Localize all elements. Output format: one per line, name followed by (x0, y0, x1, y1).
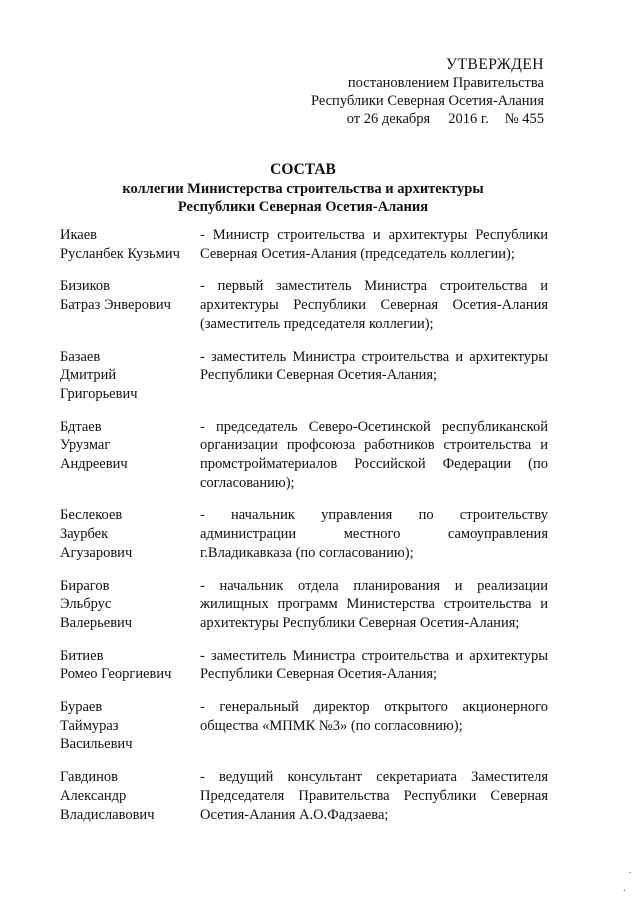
member-role: - заместитель Министра строительства и архитектуры Республики Северная Осетия-Алания; (200, 647, 548, 683)
approval-title: УТВЕРЖДЕН (446, 56, 544, 73)
member-row (60, 506, 548, 562)
member-name (60, 418, 200, 474)
member-name (60, 506, 200, 562)
member-name-line: Григорьевич (60, 385, 138, 402)
member-name-line: Бураев (60, 699, 103, 716)
heading-subtitle-2: Республики Северная Осетия-Алания (177, 199, 429, 215)
approval-line-2: Республики Северная Осетия-Алания (310, 93, 544, 109)
approval-line-1: постановлением Правительства (347, 75, 544, 91)
member-name-line: Базаев (60, 348, 101, 365)
member-row (60, 348, 548, 404)
approval-date: от 26 декабря (346, 111, 431, 127)
heading-title: СОСТАВ (270, 161, 336, 178)
approval-year: 2016 г. (448, 111, 489, 127)
member-role: - ведущий консультант секретариата Заместителя Председателя Правительства Республики Северная Осетия-Алания А.О.Фадзаева; (200, 769, 548, 823)
member-role: - первый заместитель Министра строительства и архитектуры Республики Северная Осетия-Алания (заместитель председателя коллегии); (200, 278, 548, 332)
member-name-line: Валерьевич (60, 614, 133, 631)
member-name-line: Бдтаев (60, 418, 102, 435)
member-name-line: Таймураз (60, 717, 119, 734)
member-row (60, 768, 548, 824)
member-name (60, 577, 200, 633)
members-list (60, 226, 548, 838)
member-role: - начальник отдела планирования и реализации жилищных программ Министерства строительства и архитектуры Республики Северная Осетия-Алания; (200, 577, 548, 631)
member-name-line: Владиславович (60, 806, 155, 823)
member-role: - председатель Северо-Осетинской республиканской организации профсоюза работников строительства и промстройматериалов Российской Федерации (по согласованию); (200, 418, 548, 491)
member-name-line: Бизиков (60, 278, 110, 295)
member-row (60, 577, 548, 633)
member-name-line: Битиев (60, 647, 104, 664)
approval-date-line (244, 110, 544, 128)
member-row (60, 277, 548, 333)
member-name-line: Русланбек Кузьмич (60, 245, 180, 262)
member-role: - начальник управления по строительству администрации местного самоуправления г.Владикавказа (по согласованию); (200, 507, 548, 561)
member-name-line: Агузарович (60, 544, 133, 561)
scan-mark: · (622, 886, 626, 897)
member-role: - Министр строительства и архитектуры Республики Северная Осетия-Алания (председатель коллегии); (200, 227, 548, 262)
member-name-line: Заурбек (60, 526, 109, 543)
member-name (60, 698, 200, 754)
approval-number: № 455 (504, 111, 544, 127)
member-name-line: Бирагов (60, 577, 110, 594)
approval-block (244, 56, 544, 128)
member-row (60, 647, 548, 684)
member-name-line: Батраз Энверович (60, 297, 171, 314)
member-name (60, 277, 200, 314)
member-name (60, 348, 200, 404)
member-name-line: Александр (60, 787, 127, 804)
member-role: - генеральный директор открытого акционерного общества «МПМК №3» (по согласовнию); (200, 699, 548, 734)
member-name-line: Беслекоев (60, 507, 123, 524)
member-name (60, 647, 200, 684)
member-name-line: Урузмаг (60, 437, 111, 454)
member-role: - заместитель Министра строительства и архитектуры Республики Северная Осетия-Алания; (200, 348, 548, 384)
member-name (60, 768, 200, 824)
member-name-line: Васильевич (60, 736, 133, 753)
member-name-line: Икаев (60, 227, 98, 243)
member-row (60, 418, 548, 493)
document-heading (60, 160, 546, 216)
member-name-line: Эльбрус (60, 596, 112, 613)
member-row (60, 698, 548, 754)
member-row (60, 226, 548, 263)
member-name-line: Дмитрий (60, 367, 117, 384)
member-name-line: Гавдинов (60, 769, 118, 786)
member-name (60, 226, 200, 263)
heading-subtitle-1: коллегии Министерства строительства и архитектуры (122, 181, 484, 197)
member-name-line: Андреевич (60, 456, 128, 473)
scan-mark: · (628, 868, 632, 879)
member-name-line: Ромео Георгиевич (60, 666, 172, 683)
